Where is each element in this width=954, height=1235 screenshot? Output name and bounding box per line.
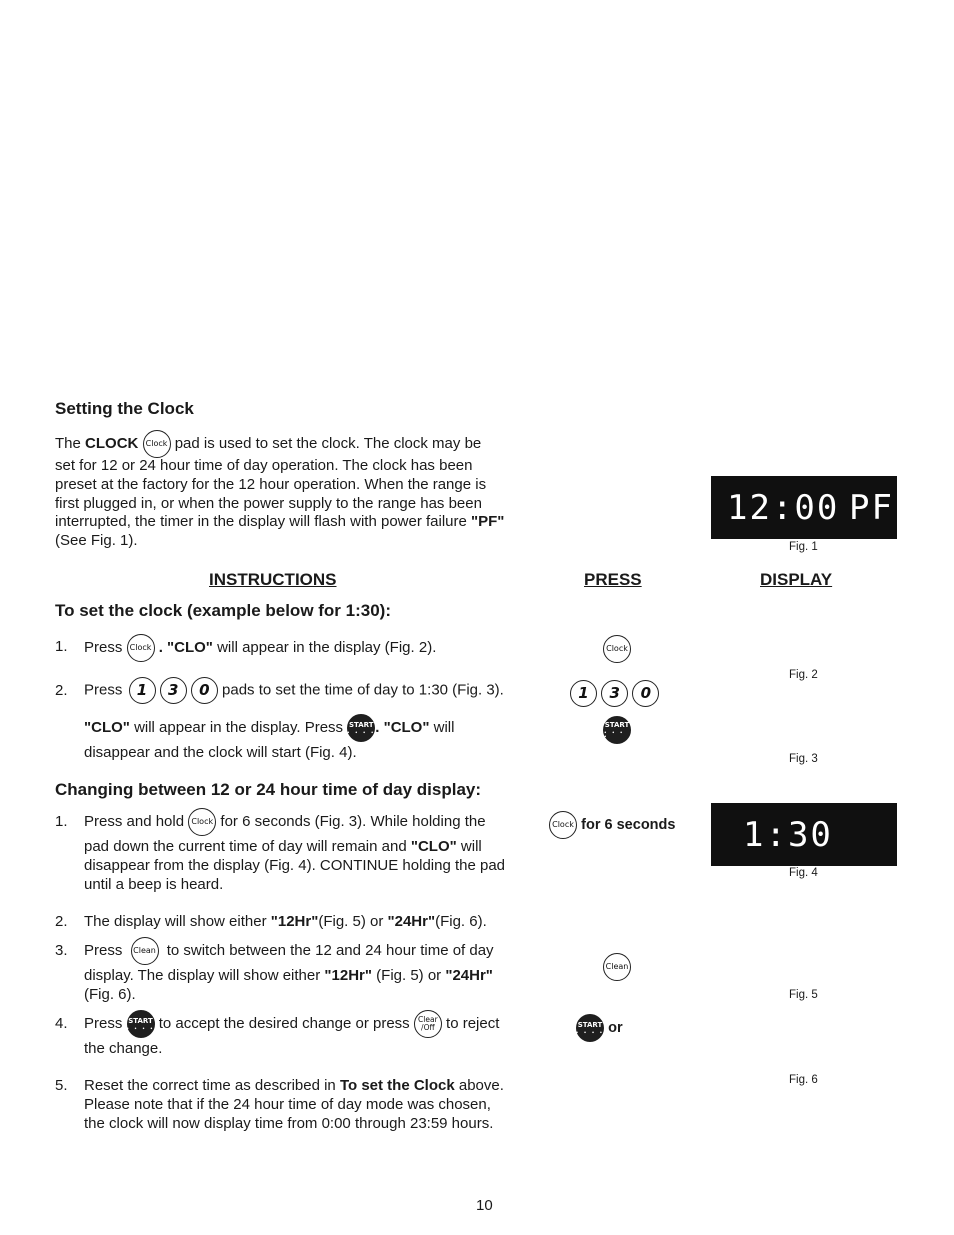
- digit-3-pad-icon: 3: [160, 677, 187, 704]
- section-title: Setting the Clock: [55, 399, 194, 418]
- start-pad-icon: [603, 716, 631, 744]
- step-text: will appear in the display (Fig. 2).: [217, 638, 437, 656]
- change-step-2-num: 2.: [55, 913, 68, 930]
- step-text: The display will show either: [84, 913, 267, 930]
- fig-1-label: Fig. 1: [789, 541, 818, 553]
- lcd-fig4: [711, 803, 897, 866]
- change-step-4-line2: the change.: [84, 1040, 163, 1057]
- page-number: 10: [476, 1197, 493, 1214]
- step-ref: To set the Clock: [339, 1077, 455, 1094]
- clo-code: "CLO": [410, 838, 457, 855]
- intro-text: pad is used to set the clock. The clock may be: [174, 434, 482, 452]
- clock-pad-icon: Clock: [188, 808, 216, 836]
- start-label: START: [604, 720, 630, 729]
- step-text: Press: [84, 638, 123, 656]
- set-step-2b: [84, 714, 454, 742]
- set-step-2: [84, 677, 504, 704]
- intro-line-1: [55, 430, 481, 458]
- clock-pad-icon: Clock: [603, 635, 631, 663]
- clo-code: "CLO": [84, 718, 130, 736]
- set-step-2-num: 2.: [55, 682, 68, 699]
- clear-label: Clear: [418, 1015, 438, 1024]
- step-text: will: [460, 838, 482, 855]
- instructions-header: INSTRUCTIONS: [209, 570, 337, 589]
- step-text: Reset the correct time as described in: [84, 1077, 336, 1094]
- digit-1-pad-icon: 1: [129, 677, 156, 704]
- step-text: (Fig. 5) or: [318, 913, 384, 930]
- intro-line-3: preset at the factory for the 12 hour operation. When the range is: [55, 476, 487, 493]
- start-dots: • • • •: [126, 1025, 155, 1031]
- start-dots: • • • •: [347, 729, 376, 735]
- fig-3-label: Fig. 3: [789, 753, 818, 765]
- set-step-1-num: 1.: [55, 638, 68, 655]
- start-pad-icon: [347, 714, 375, 742]
- intro-line-6: (See Fig. 1).: [55, 532, 138, 549]
- start-label: START: [348, 720, 374, 729]
- set-step-1: [84, 634, 436, 662]
- off-label: /Off: [421, 1023, 435, 1032]
- change-step-1-num: 1.: [55, 813, 68, 830]
- change-step-2: [84, 912, 487, 931]
- start-label: START: [128, 1016, 153, 1025]
- step-text: to accept the desired change or press: [158, 1014, 410, 1032]
- clock-pad-icon: Clock: [549, 811, 577, 839]
- digit-0-pad-icon: 0: [191, 677, 218, 704]
- change-step-3-line3: (Fig. 6).: [84, 986, 136, 1003]
- set-clock-title: To set the clock (example below for 1:30):: [55, 601, 391, 620]
- change-step-3-line2: [84, 966, 493, 985]
- changing-title: Changing between 12 or 24 hour time of day display:: [55, 780, 482, 799]
- change-step-5-num: 5.: [55, 1077, 68, 1094]
- 12hr-code: "12Hr": [270, 913, 319, 930]
- for-6-seconds: for 6 seconds: [581, 816, 676, 833]
- step-text: to switch between the 12 and 24 hour time of day: [166, 941, 494, 959]
- change-step-5-line2: Please note that if the 24 hour time of day mode was chosen,: [84, 1096, 491, 1113]
- change-step-5: [84, 1076, 504, 1095]
- step-text: will appear in the display. Press: [134, 718, 344, 736]
- 24hr-code: "24Hr": [445, 967, 493, 984]
- start-pad-icon: [576, 1014, 604, 1042]
- press-header: PRESS: [584, 570, 642, 589]
- fig-6-label: Fig. 6: [789, 1074, 818, 1086]
- set-step-2c: disappear and the clock will start (Fig. 4).: [84, 744, 357, 761]
- clock-word: CLOCK: [85, 434, 139, 452]
- digit-1-pad-icon: 1: [570, 680, 597, 707]
- change-step-1: [84, 808, 486, 836]
- step-text: will: [433, 718, 455, 736]
- clo-code: "CLO": [383, 718, 430, 736]
- fig-2-label: Fig. 2: [789, 669, 818, 681]
- step-text: above.: [458, 1077, 504, 1094]
- intro-line-2: set for 12 or 24 hour time of day operation. The clock has been: [55, 457, 473, 474]
- step-text: Press and hold: [84, 812, 185, 830]
- or-text: or: [608, 1019, 623, 1036]
- digit-0-pad-icon: 0: [632, 680, 659, 707]
- press-clock-6s: [549, 811, 675, 839]
- change-step-1-line4: until a beep is heard.: [84, 876, 224, 893]
- step-text: (Fig. 6).: [435, 913, 487, 930]
- step-text: for 6 seconds (Fig. 3). While holding the: [220, 812, 486, 830]
- clean-pad-icon: Clean: [131, 937, 159, 965]
- digit-3-pad-icon: 3: [601, 680, 628, 707]
- step-text: Press: [84, 941, 123, 959]
- step-text: Press: [84, 1014, 123, 1032]
- change-step-4: [84, 1010, 499, 1038]
- 24hr-code: "24Hr": [387, 913, 436, 930]
- intro-line-4: first plugged in, or when the power supply to the range has been: [55, 495, 482, 512]
- fig-4-label: Fig. 4: [789, 867, 818, 879]
- change-step-3-num: 3.: [55, 942, 68, 959]
- display-header: DISPLAY: [760, 570, 833, 589]
- clean-pad-icon: Clean: [603, 953, 631, 981]
- clock-pad-icon: Clock: [127, 634, 155, 662]
- step-text: pad down the current time of day will remain and: [84, 838, 407, 855]
- clo-code: "CLO": [167, 638, 213, 656]
- change-step-1-line3: disappear from the display (Fig. 4). CONTINUE holding the pad: [84, 857, 506, 874]
- lcd-pf: PF: [849, 487, 894, 528]
- step-text: pads to set the time of day to 1:30 (Fig. 3).: [222, 681, 504, 699]
- fig-5-label: Fig. 5: [789, 989, 818, 1001]
- start-dots: • • • •: [575, 1029, 605, 1035]
- change-step-3: [84, 937, 494, 965]
- lcd-time: 12:00: [727, 487, 840, 528]
- intro-line-5: [55, 512, 504, 531]
- lcd-fig1: [711, 476, 897, 539]
- step-text: Press: [84, 681, 123, 699]
- digit-pads-group: [570, 680, 659, 707]
- 12hr-code: "12Hr": [324, 967, 372, 984]
- press-start-or: [576, 1014, 623, 1042]
- intro-text: interrupted, the timer in the display will flash with power failure: [55, 513, 467, 530]
- intro-text: The: [55, 434, 81, 452]
- step-text: to reject: [446, 1014, 500, 1032]
- pf-code: "PF": [471, 513, 505, 530]
- change-step-4-num: 4.: [55, 1015, 68, 1032]
- step-text: .: [375, 718, 380, 736]
- step-text: display. The display will show either: [84, 967, 321, 984]
- change-step-5-line3: the clock will now display time from 0:00 through 23:59 hours.: [84, 1115, 494, 1132]
- start-label: START: [577, 1020, 603, 1029]
- clock-pad-icon: Clock: [143, 430, 171, 458]
- change-step-1-line2: [84, 837, 482, 856]
- step-text: (Fig. 5) or: [376, 967, 442, 984]
- start-pad-icon: [127, 1010, 155, 1038]
- clear-off-pad-icon: [414, 1010, 442, 1038]
- lcd-time: 1:30: [743, 814, 833, 855]
- step-text: .: [158, 638, 163, 656]
- start-dots: • • • •: [604, 729, 625, 739]
